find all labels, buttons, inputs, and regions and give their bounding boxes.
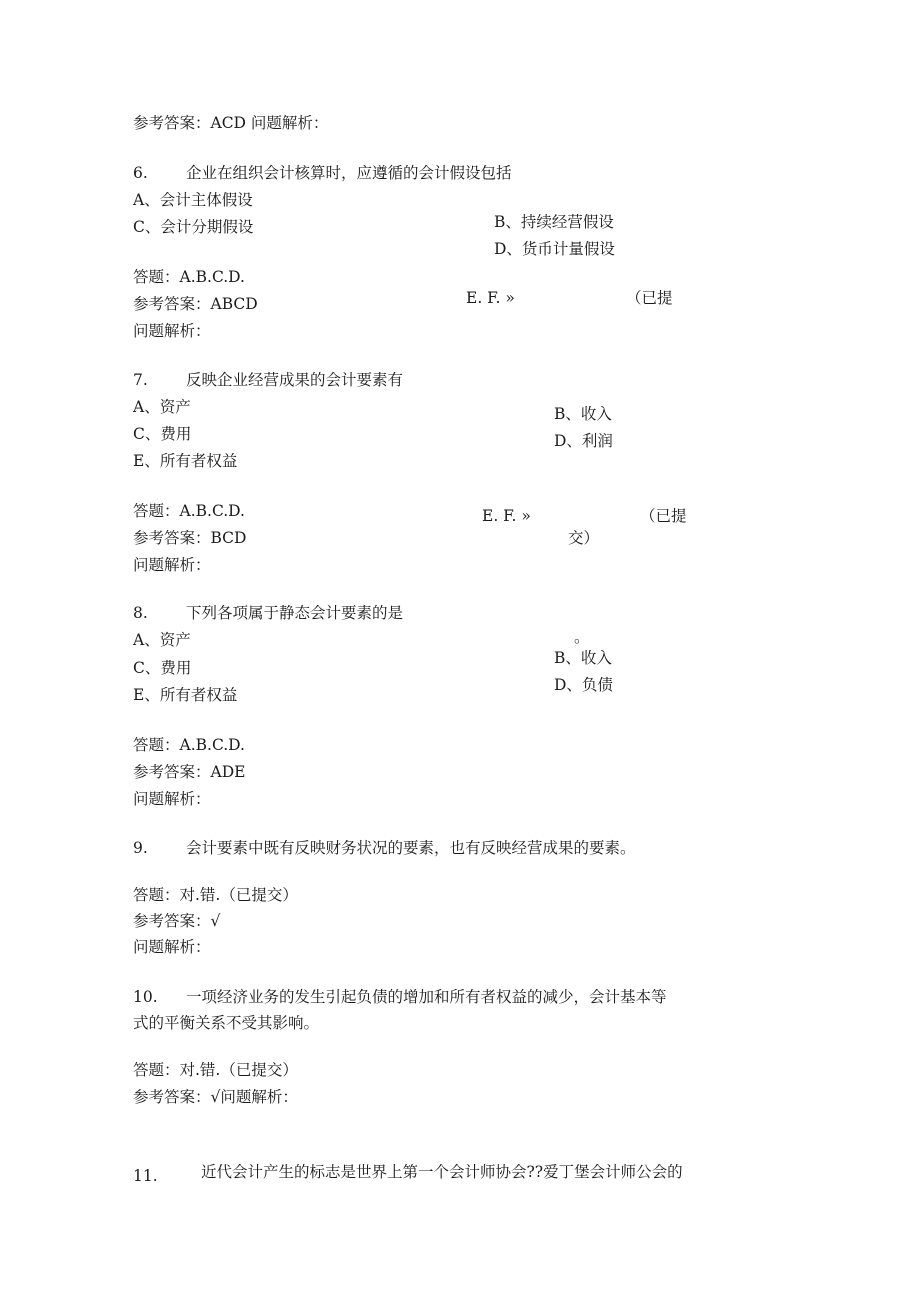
stray-mark: 。 bbox=[574, 628, 590, 646]
option-b: B、收入 bbox=[554, 649, 612, 667]
option-c: C、费用 bbox=[133, 659, 192, 677]
question-text: 反映企业经营成果的会计要素有 bbox=[186, 371, 404, 389]
submitted-status: （已提 bbox=[640, 507, 687, 525]
answer-line: 答题：对.错.（已提交） bbox=[133, 1061, 298, 1079]
reference-answer: 参考答案：ABCD bbox=[133, 295, 258, 313]
answer-line: 答题：A.B.C.D. bbox=[133, 736, 245, 754]
reference-answer-line: 参考答案：ACD 问题解析： bbox=[133, 114, 329, 132]
reference-answer: 参考答案：√问题解析： bbox=[133, 1088, 298, 1106]
analysis-label: 问题解析： bbox=[133, 790, 211, 808]
submitted-status: （已提 bbox=[626, 289, 673, 307]
option-d: D、利润 bbox=[554, 432, 613, 450]
submitted-status-cont: 交） bbox=[568, 529, 600, 547]
option-d: D、货币计量假设 bbox=[494, 240, 615, 258]
question-text: 会计要素中既有反映财务状况的要素，也有反映经营成果的要素。 bbox=[186, 839, 636, 857]
question-text: 近代会计产生的标志是世界上第一个会计师协会??爱丁堡会计师公会的 bbox=[201, 1163, 683, 1181]
question-text: 下列各项属于静态会计要素的是 bbox=[186, 604, 404, 622]
option-a: A、资产 bbox=[133, 398, 191, 416]
analysis-label: 问题解析： bbox=[133, 322, 211, 340]
question-number: 8. bbox=[133, 604, 148, 622]
question-number: 11. bbox=[133, 1167, 158, 1185]
question-text-line-1: 一项经济业务的发生引起负债的增加和所有者权益的减少，会计基本等 bbox=[186, 988, 667, 1006]
option-c: C、费用 bbox=[133, 425, 192, 443]
answer-options-ef: E. F. » bbox=[482, 507, 531, 525]
question-number: 10. bbox=[133, 988, 158, 1006]
option-e: E、所有者权益 bbox=[133, 686, 238, 704]
question-number: 9. bbox=[133, 839, 148, 857]
option-c: C、会计分期假设 bbox=[133, 218, 254, 236]
question-number: 7. bbox=[133, 371, 148, 389]
option-e: E、所有者权益 bbox=[133, 452, 238, 470]
reference-answer: 参考答案：BCD bbox=[133, 529, 247, 547]
option-d: D、负债 bbox=[554, 676, 613, 694]
option-a: A、会计主体假设 bbox=[133, 191, 253, 209]
question-text-line-2: 式的平衡关系不受其影响。 bbox=[133, 1014, 320, 1032]
analysis-label: 问题解析： bbox=[133, 938, 211, 956]
answer-line: 答题：对.错.（已提交） bbox=[133, 886, 298, 904]
option-b: B、持续经营假设 bbox=[494, 213, 614, 231]
question-number: 6. bbox=[133, 164, 148, 182]
analysis-label: 问题解析： bbox=[133, 556, 211, 574]
answer-options-ef: E. F. » bbox=[466, 289, 515, 307]
option-b: B、收入 bbox=[554, 405, 612, 423]
reference-answer: 参考答案：√ bbox=[133, 912, 221, 930]
answer-line: 答题：A.B.C.D. bbox=[133, 502, 245, 520]
reference-answer: 参考答案：ADE bbox=[133, 763, 246, 781]
option-a: A、资产 bbox=[133, 631, 191, 649]
answer-line: 答题：A.B.C.D. bbox=[133, 268, 245, 286]
question-text: 企业在组织会计核算时，应遵循的会计假设包括 bbox=[186, 164, 512, 182]
